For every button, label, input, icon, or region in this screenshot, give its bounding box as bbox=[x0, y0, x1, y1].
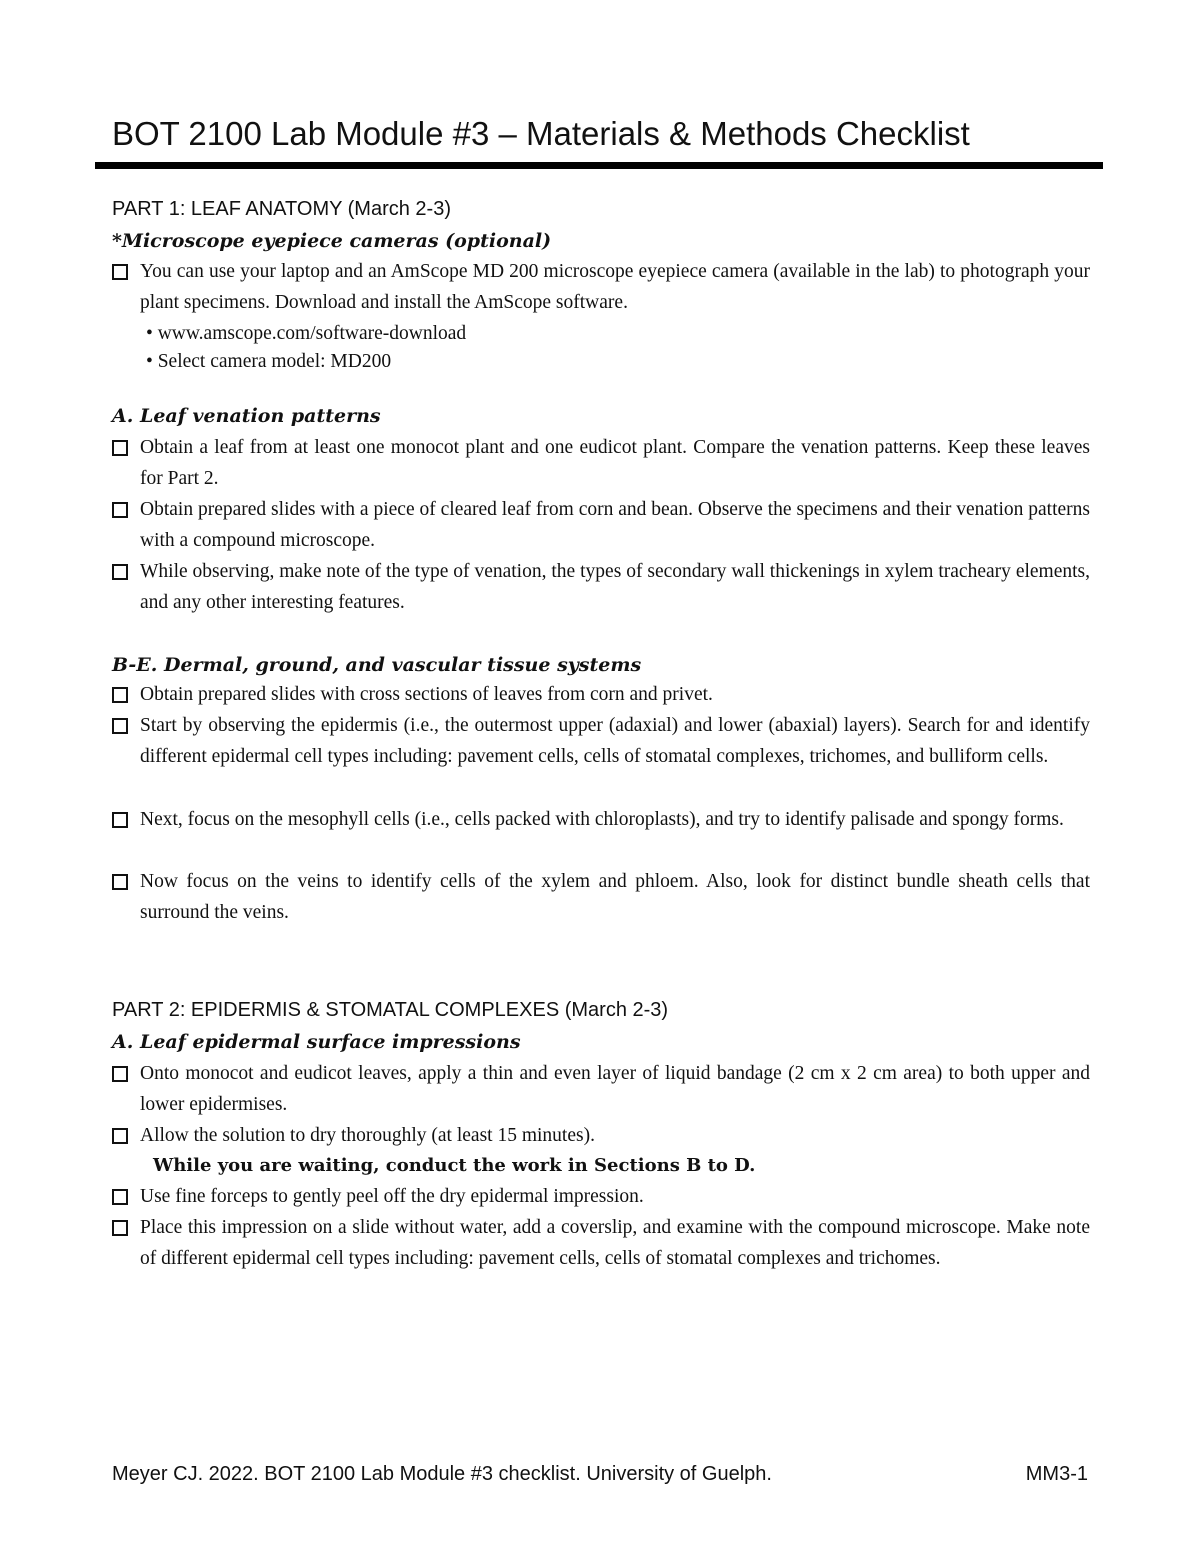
checkbox-icon[interactable] bbox=[112, 718, 128, 734]
item-text: While observing, make note of the type of venation, the types of secondary wall thickenings in xylem tracheary elements, and any other interesting features. bbox=[140, 561, 1090, 613]
checklist-item bbox=[112, 710, 1090, 772]
checklist-item bbox=[112, 1181, 1090, 1212]
part2-section-a-heading: A. Leaf epidermal surface impressions bbox=[112, 1031, 521, 1053]
checklist-item bbox=[112, 1120, 1090, 1151]
title-rule bbox=[95, 162, 1103, 169]
item-text: Obtain prepared slides with a piece of cleared leaf from corn and bean. Observe the specimens and their venation patterns with a compound microscope. bbox=[140, 499, 1090, 551]
checkbox-icon[interactable] bbox=[112, 1066, 128, 1082]
cameras-heading: *Microscope eyepiece cameras (optional) bbox=[112, 230, 552, 252]
checkbox-icon[interactable] bbox=[112, 502, 128, 518]
item-text: Next, focus on the mesophyll cells (i.e., cells packed with chloroplasts), and try to identify palisade and spongy forms. bbox=[140, 809, 1064, 830]
checklist-item bbox=[112, 556, 1090, 618]
bullet-item: • Select camera model: MD200 bbox=[146, 351, 392, 372]
checkbox-icon[interactable] bbox=[112, 687, 128, 703]
checklist-item bbox=[112, 256, 1090, 318]
item-text: Onto monocot and eudicot leaves, apply a thin and even layer of liquid bandage (2 cm x 2 cm area) to both upper and lower epidermises. bbox=[140, 1063, 1090, 1115]
footer-citation: Meyer CJ. 2022. BOT 2100 Lab Module #3 checklist. University of Guelph. bbox=[112, 1463, 772, 1485]
item-text: Allow the solution to dry thoroughly (at least 15 minutes). bbox=[140, 1125, 595, 1146]
waiting-note: While you are waiting, conduct the work in Sections B to D. bbox=[153, 1155, 756, 1176]
checkbox-icon[interactable] bbox=[112, 812, 128, 828]
section-be-heading: B-E. Dermal, ground, and vascular tissue systems bbox=[112, 654, 642, 676]
checkbox-icon[interactable] bbox=[112, 264, 128, 280]
checklist-item bbox=[112, 679, 1090, 710]
checklist-item bbox=[112, 432, 1090, 494]
item-text: Use fine forceps to gently peel off the dry epidermal impression. bbox=[140, 1186, 644, 1207]
checklist-item bbox=[112, 866, 1090, 928]
checklist-item bbox=[112, 1212, 1090, 1274]
section-a-heading: A. Leaf venation patterns bbox=[112, 405, 381, 427]
checkbox-icon[interactable] bbox=[112, 564, 128, 580]
checkbox-icon[interactable] bbox=[112, 1220, 128, 1236]
part2-heading: PART 2: EPIDERMIS & STOMATAL COMPLEXES (March 2-3) bbox=[112, 999, 669, 1021]
item-text: Now focus on the veins to identify cells of the xylem and phloem. Also, look for distinct bundle sheath cells that surround the veins. bbox=[140, 871, 1090, 923]
checklist-item bbox=[112, 494, 1090, 556]
checkbox-icon[interactable] bbox=[112, 1189, 128, 1205]
page-number: MM3-1 bbox=[1025, 1463, 1088, 1485]
item-text: Place this impression on a slide without water, add a coverslip, and examine with the compound microscope. Make note of different epidermal cell types including: pavement cells, cells of stomatal complexes and trichomes. bbox=[140, 1217, 1090, 1269]
page-title: BOT 2100 Lab Module #3 – Materials & Methods Checklist bbox=[112, 115, 970, 152]
item-text: You can use your laptop and an AmScope MD 200 microscope eyepiece camera (available in the lab) to photograph your plant specimens. Download and install the AmScope software. bbox=[140, 261, 1090, 313]
bullet-item: • www.amscope.com/software-download bbox=[146, 323, 467, 344]
item-text: Obtain prepared slides with cross sections of leaves from corn and privet. bbox=[140, 684, 713, 705]
checklist-item bbox=[112, 804, 1090, 835]
checkbox-icon[interactable] bbox=[112, 440, 128, 456]
item-text: Obtain a leaf from at least one monocot plant and one eudicot plant. Compare the venation patterns. Keep these leaves for Part 2. bbox=[140, 437, 1090, 489]
part1-heading: PART 1: LEAF ANATOMY (March 2-3) bbox=[112, 198, 451, 220]
checklist-item bbox=[112, 1058, 1090, 1120]
item-text: Start by observing the epidermis (i.e., the outermost upper (adaxial) and lower (abaxial) layers). Search for and identify different epidermal cell types including: pavement cells, cells of stomatal complexes, trichomes, and bulliform cells. bbox=[140, 715, 1090, 767]
checkbox-icon[interactable] bbox=[112, 874, 128, 890]
checkbox-icon[interactable] bbox=[112, 1128, 128, 1144]
